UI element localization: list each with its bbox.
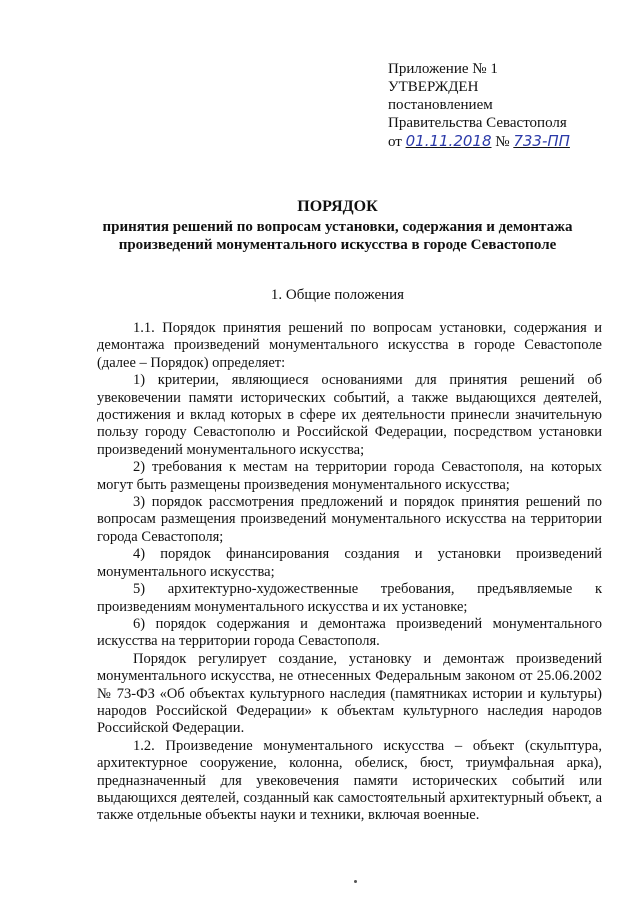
regulation-paragraph: Порядок регулирует создание, установку и демонтаж произведений монументального искусства, не отнесенных Федеральным законом от 25.06.2002 № 73-ФЗ «Об объектах культурного наследия (памятниках истории и культуры) народов Российской Федерации» к объектам культурного наследия народов Российской Федерации. (97, 650, 602, 737)
list-item-6: 6) порядок содержания и демонтажа произведений монументального искусства на территории города Севастополя. (97, 615, 602, 650)
list-item-5: 5) архитектурно-художественные требования, предъявляемые к произведениям монументального искусства и их установке; (97, 581, 602, 615)
title-subtitle-line2: произведений монументального искусства в городе Севастополе (118, 237, 557, 253)
section-heading: 1. Общие положения (270, 287, 405, 303)
title-main: ПОРЯДОК (297, 198, 378, 215)
government-label: Правительства Севастополя (388, 115, 567, 131)
list-item-3: 3) порядок рассмотрения предложений и порядок принятия решений по вопросам размещения произведений монументального искусства на территории города Севастополя; (97, 494, 602, 545)
date-prefix: от (388, 134, 402, 150)
resolution-number: 733-ПП (513, 132, 570, 150)
number-prefix: № (495, 134, 510, 150)
resolution-label: постановлением (388, 97, 493, 113)
list-item-4: 4) порядок финансирования создания и установки произведений монументального искусства; (97, 546, 602, 580)
resolution-date-line (388, 132, 618, 151)
paragraph-1-1: 1.1. Порядок принятия решений по вопросам установки, содержания и демонтажа произведений монументального искусства в городе Севастополе (далее – Порядок) определяет: (97, 320, 602, 371)
list-item-1: 1) критерии, являющиеся основаниями для принятия решений об увековечении памяти исторических событий, а также выдающихся деятелей, достижения и вклад которых в сфере их деятельности принесли значительную пользу городу Севастополю и Российской Федерации, посредством установки произведений монументального искусства; (97, 372, 602, 458)
list-item-2: 2) требования к местам на территории города Севастополя, на которых могут быть размещены произведения монументального искусства; (97, 459, 602, 493)
title-subtitle-line1: принятия решений по вопросам установки, содержания и демонтажа (102, 219, 573, 235)
resolution-date: 01.11.2018 (405, 132, 492, 150)
approved-label: УТВЕРЖДЕН (388, 79, 479, 95)
document-body (97, 320, 602, 825)
scan-speck (354, 880, 357, 883)
paragraph-1-2: 1.2. Произведение монументального искусства – объект (скульптура, архитектурное сооружение, колонна, обелиск, бюст, триумфальная арка), предназначенный для увековечения памяти исторических событий или выдающихся деятелей, созданный как самостоятельный архитектурный объект, а также отдельные объекты науки и техники, включая военные. (97, 737, 602, 824)
appendix-number: Приложение № 1 (388, 61, 498, 77)
approval-block (388, 60, 618, 151)
document-title (60, 198, 615, 254)
